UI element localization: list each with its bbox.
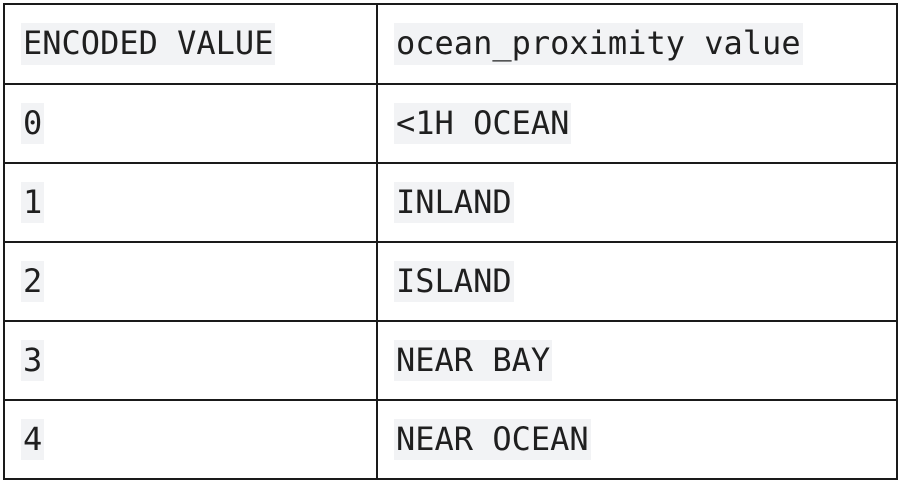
table-cell [4,321,377,400]
encoded-value: 0 [21,103,44,145]
encoded-value: 1 [21,182,44,224]
header-cell-ocean-proximity [377,4,897,84]
header-ocean-proximity: ocean_proximity value [394,23,803,65]
table-row [4,163,897,242]
category-value: NEAR OCEAN [394,419,591,461]
table-row [4,400,897,479]
table-cell [377,242,897,321]
table-header-row [4,4,897,84]
encoded-value: 2 [21,261,44,303]
table-row [4,84,897,163]
category-value: ISLAND [394,261,514,303]
table-cell [377,84,897,163]
category-value: <1H OCEAN [394,103,571,145]
table-cell [4,84,377,163]
category-value: INLAND [394,182,514,224]
table-row [4,242,897,321]
table-row [4,321,897,400]
header-encoded-value: ENCODED VALUE [21,23,275,65]
encoded-value: 3 [21,340,44,382]
table-cell [377,163,897,242]
table-cell [377,400,897,479]
table-cell [4,242,377,321]
header-cell-encoded-value [4,4,377,84]
encoding-table [3,3,898,480]
table-cell [4,163,377,242]
table-cell [377,321,897,400]
encoded-value: 4 [21,419,44,461]
table-cell [4,400,377,479]
category-value: NEAR BAY [394,340,552,382]
